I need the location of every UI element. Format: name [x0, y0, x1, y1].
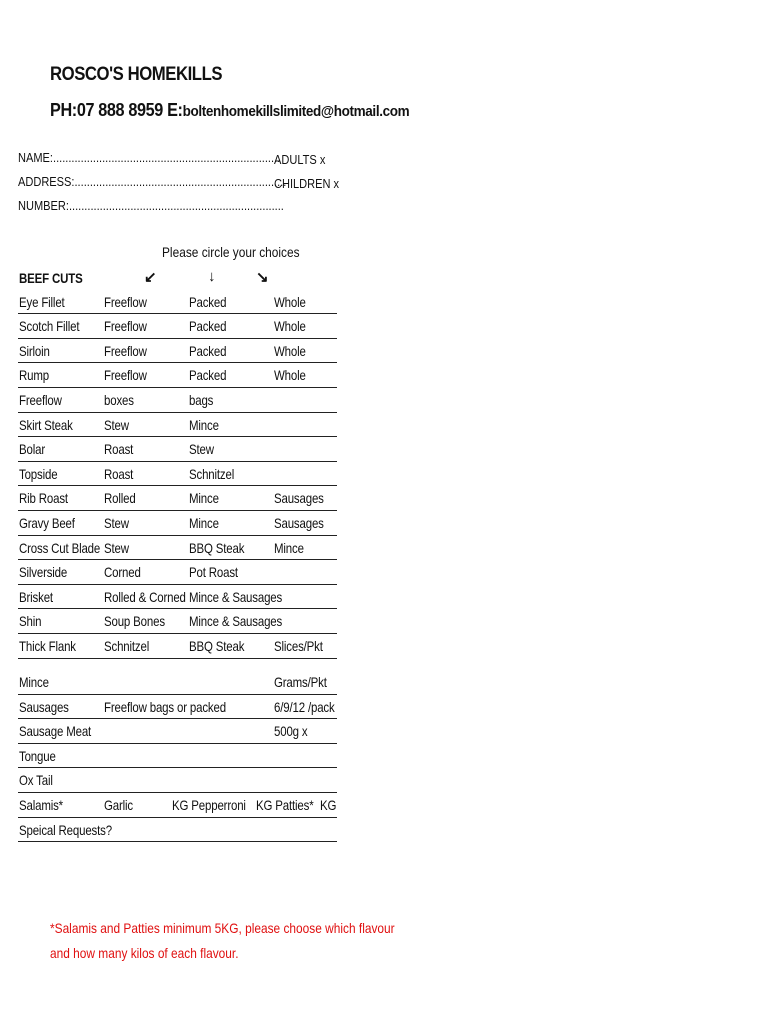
name-field[interactable]: NAME:..........................................................................: [18, 150, 281, 165]
beef-cut-row[interactable]: [18, 388, 337, 413]
sausages-label: Sausages: [19, 698, 69, 715]
beef-cut-option-1[interactable]: Stew: [104, 514, 129, 531]
beef-cut-option-2[interactable]: Mince & Sausages: [189, 588, 283, 605]
beef-cut-option-3[interactable]: Whole: [274, 342, 306, 359]
beef-cut-option-1[interactable]: Soup Bones: [104, 613, 165, 630]
beef-cut-option-1[interactable]: Rolled & Corned: [104, 588, 186, 605]
beef-cut-cut-name: Eye Fillet: [19, 293, 65, 310]
beef-cut-option-1[interactable]: Freeflow: [104, 318, 147, 335]
beef-cut-option-1[interactable]: Stew: [104, 416, 129, 433]
beef-cut-option-3[interactable]: Slices/Pkt: [274, 637, 323, 654]
beef-cut-option-1[interactable]: Stew: [104, 539, 129, 556]
beef-cuts-table: [18, 266, 337, 659]
beef-cut-option-1[interactable]: Freeflow: [104, 342, 147, 359]
sausages-option[interactable]: Freeflow bags or packed: [104, 698, 226, 715]
beef-cut-option-3[interactable]: Mince: [274, 539, 304, 556]
beef-cut-cut-name: Rib Roast: [19, 490, 68, 507]
beef-cut-option-3[interactable]: Whole: [274, 293, 306, 310]
tongue-label: Tongue: [19, 747, 56, 764]
sausage-meat-quantity[interactable]: 500g x: [274, 723, 308, 740]
beef-cut-row[interactable]: [18, 437, 337, 462]
beef-cut-row[interactable]: [18, 585, 337, 610]
beef-cut-cut-name: Thick Flank: [19, 637, 76, 654]
beef-cut-cut-name: Rump: [19, 367, 49, 384]
beef-cut-cut-name: Brisket: [19, 588, 53, 605]
beef-cut-cut-name: Sirloin: [19, 342, 50, 359]
salamis-label: Salamis*: [19, 796, 63, 813]
arrow-down-left-icon: ↙: [144, 269, 157, 286]
beef-cut-option-2[interactable]: Schnitzel: [189, 465, 235, 482]
beef-cut-option-1[interactable]: Roast: [104, 441, 134, 458]
beef-cut-cut-name: Cross Cut Blade: [19, 539, 101, 556]
beef-cut-option-2[interactable]: Pot Roast: [189, 564, 238, 581]
mince-label: Mince: [19, 674, 49, 690]
beef-cut-option-1[interactable]: Rolled: [104, 490, 136, 507]
beef-cut-cut-name: Bolar: [19, 441, 45, 458]
children-field[interactable]: CHILDREN x: [274, 176, 340, 191]
circle-instructions: Please circle your choices: [162, 244, 300, 260]
beef-cut-cut-name: Scotch Fillet: [19, 318, 80, 335]
beef-cut-option-2[interactable]: BBQ Steak: [189, 539, 245, 556]
patties-option[interactable]: KG Patties*: [256, 796, 314, 813]
special-requests-row[interactable]: [18, 818, 337, 843]
beef-cut-option-2[interactable]: Stew: [189, 441, 214, 458]
other-items-table: [18, 670, 337, 842]
beef-cut-option-2[interactable]: Mince: [189, 514, 219, 531]
beef-cut-option-2[interactable]: Packed: [189, 342, 227, 359]
beef-cut-row[interactable]: [18, 314, 337, 339]
salamis-row[interactable]: [18, 793, 337, 818]
beef-cuts-header-row: [18, 266, 337, 290]
beef-cut-option-2[interactable]: Mince: [189, 416, 219, 433]
salamis-garlic[interactable]: Garlic: [104, 796, 133, 813]
special-requests-label: Speical Requests?: [19, 821, 112, 838]
beef-cut-option-1[interactable]: Corned: [104, 564, 141, 581]
beef-cut-row[interactable]: [18, 486, 337, 511]
beef-cut-row[interactable]: [18, 363, 337, 388]
phone-number: PH:07 888 8959: [50, 100, 163, 120]
patties-kg[interactable]: KG: [320, 796, 337, 813]
adults-field[interactable]: ADULTS x: [274, 152, 326, 167]
beef-cut-option-2[interactable]: Mince: [189, 490, 219, 507]
email-address: boltenhomekillslimited@hotmail.com: [182, 103, 410, 120]
beef-cut-row[interactable]: [18, 609, 337, 634]
beef-cut-option-1[interactable]: Schnitzel: [104, 637, 150, 654]
beef-cut-row[interactable]: [18, 462, 337, 487]
footnote-line-1: *Salamis and Patties minimum 5KG, please choose which flavour: [50, 920, 395, 936]
number-field[interactable]: NUMBER:......................................................................: [18, 198, 284, 213]
beef-cut-cut-name: Freeflow: [19, 391, 62, 408]
beef-cut-cut-name: Shin: [19, 613, 42, 630]
beef-cut-cut-name: Topside: [19, 465, 58, 482]
beef-cut-option-1[interactable]: Freeflow: [104, 367, 147, 384]
beef-cut-option-1[interactable]: Roast: [104, 465, 134, 482]
beef-cut-option-2[interactable]: Packed: [189, 293, 227, 310]
beef-cut-option-1[interactable]: boxes: [104, 391, 134, 408]
sausages-row[interactable]: [18, 695, 337, 720]
sausage-meat-row[interactable]: [18, 719, 337, 744]
sausage-meat-label: Sausage Meat: [19, 723, 92, 740]
beef-cut-option-2[interactable]: bags: [189, 391, 214, 408]
arrow-down-right-icon: ↘: [256, 269, 269, 286]
beef-cut-option-1[interactable]: Freeflow: [104, 293, 147, 310]
beef-cut-cut-name: Silverside: [19, 564, 68, 581]
beef-cut-row[interactable]: [18, 339, 337, 364]
beef-cut-cut-name: Gravy Beef: [19, 514, 75, 531]
beef-cut-cut-name: Skirt Steak: [19, 416, 73, 433]
business-name: ROSCO'S HOMEKILLS: [50, 64, 223, 85]
beef-cut-row[interactable]: [18, 290, 337, 315]
email-prefix: E:: [167, 100, 183, 120]
beef-cut-option-3[interactable]: Whole: [274, 367, 306, 384]
beef-cut-row[interactable]: [18, 413, 337, 438]
tongue-row[interactable]: [18, 744, 337, 769]
footnote-line-2: and how many kilos of each flavour.: [50, 945, 239, 961]
beef-cuts-rows: [18, 290, 337, 659]
ox-tail-row[interactable]: [18, 768, 337, 793]
ox-tail-label: Ox Tail: [19, 772, 53, 789]
beef-cut-option-3[interactable]: Whole: [274, 318, 306, 335]
beef-cut-option-2[interactable]: Packed: [189, 318, 227, 335]
beef-cut-option-3[interactable]: Sausages: [274, 490, 324, 507]
beef-cut-row[interactable]: [18, 536, 337, 561]
address-field[interactable]: ADDRESS:.....................................................................: [18, 174, 287, 189]
mince-grams-per-pkt[interactable]: Grams/Pkt: [274, 674, 327, 690]
beef-cuts-heading: BEEF CUTS: [19, 270, 83, 286]
beef-cut-option-3[interactable]: Sausages: [274, 514, 324, 531]
salamis-pepperoni[interactable]: KG Pepperroni: [172, 796, 246, 813]
contact-line: [50, 100, 409, 121]
sausages-pack-size[interactable]: 6/9/12 /pack: [274, 698, 335, 715]
beef-cut-option-2[interactable]: Packed: [189, 367, 227, 384]
beef-cut-option-2[interactable]: BBQ Steak: [189, 637, 245, 654]
beef-cut-row[interactable]: [18, 634, 337, 659]
beef-cut-row[interactable]: [18, 511, 337, 536]
mince-row[interactable]: [18, 670, 337, 695]
beef-cut-option-2[interactable]: Mince & Sausages: [189, 613, 283, 630]
arrow-down-icon: ↓: [208, 268, 216, 285]
beef-cut-row[interactable]: [18, 560, 337, 585]
